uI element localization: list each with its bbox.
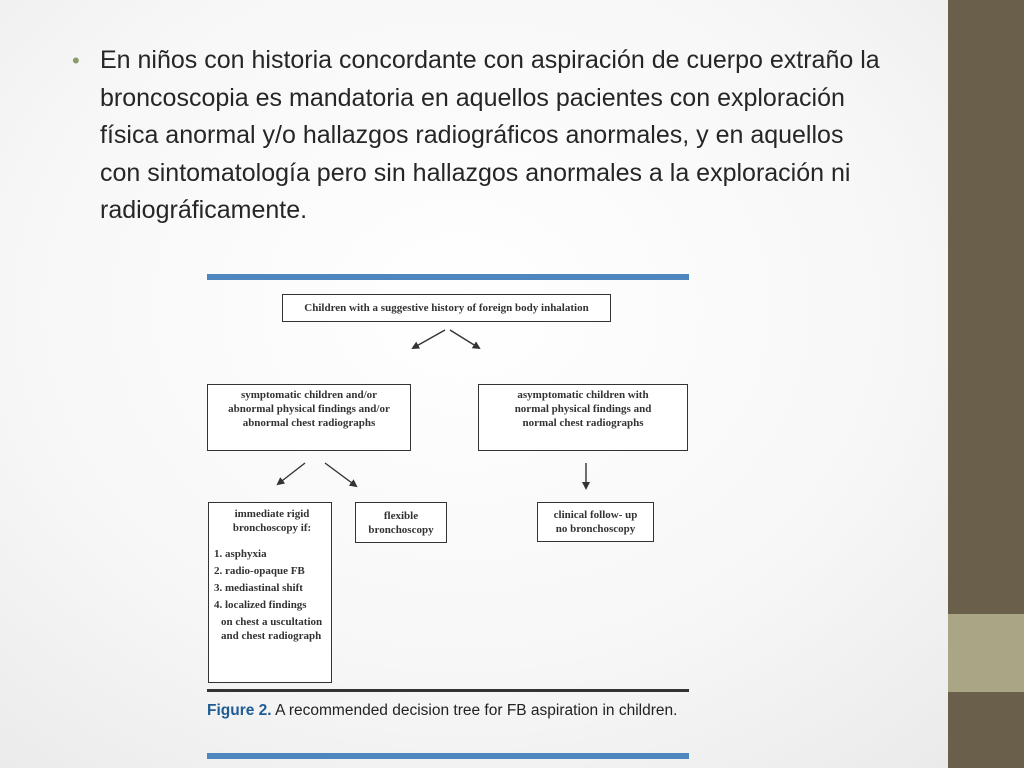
rigid-item-2: 2. radio-opaque FB: [214, 565, 305, 577]
symptomatic-line-1: symptomatic children and/or: [240, 389, 378, 401]
decision-tree-figure: [207, 272, 691, 766]
rigid-title-line-2: bronchoscopy if:: [232, 522, 312, 534]
symptomatic-line-3: abnormal chest radiographs: [242, 417, 376, 429]
asymptomatic-line-2: normal physical findings and: [514, 403, 652, 415]
rigid-subitem-2: and chest radiograph: [221, 630, 322, 642]
figure-caption-rule: [207, 689, 689, 692]
rigid-title-line-1: immediate rigid: [234, 508, 310, 520]
flexible-line-2: bronchoscopy: [368, 523, 434, 536]
rigid-item-1: 1. asphyxia: [214, 548, 267, 560]
flexible-line-1: flexible: [383, 509, 419, 522]
figure-caption-label: Figure 2.: [207, 702, 272, 719]
arrow-root-left: [413, 330, 445, 348]
symptomatic-line-2: abnormal physical findings and/or: [228, 403, 390, 415]
bullet-dot-icon: •: [72, 48, 80, 73]
follow-up-line-2: no bronchoscopy: [555, 523, 636, 535]
asymptomatic-line-1: asymptomatic children with: [517, 389, 649, 401]
asymptomatic-line-3: normal chest radiographs: [522, 417, 644, 429]
figure-caption: [207, 700, 691, 721]
arrow-root-right: [450, 330, 479, 348]
figure-bottom-rule: [207, 753, 689, 759]
arrow-left-rigid: [278, 463, 305, 484]
root-box: Children with a suggestive history of foreign body inhalation: [282, 294, 611, 322]
rigid-item-3: 3. mediastinal shift: [214, 582, 303, 594]
rigid-item-4: 4. localized findings: [214, 599, 307, 611]
rigid-subitem-1: on chest a uscultation: [221, 616, 323, 628]
bullet-text: En niños con historia concordante con aspiración de cuerpo extraño la broncoscopia es mandatoria en aquellos pacientes con exploración física anormal y/o hallazgos radiográficos anormales, y en aquellos con sintomatología pero sin hallazgos anormales a la exploración ni radiográficamente.: [100, 46, 880, 224]
arrow-left-flexible: [325, 463, 356, 486]
figure-caption-text: A recommended decision tree for FB aspiration in children.: [275, 702, 678, 719]
follow-up-line-1: clinical follow- up: [553, 509, 638, 521]
side-accent: [948, 614, 1024, 692]
